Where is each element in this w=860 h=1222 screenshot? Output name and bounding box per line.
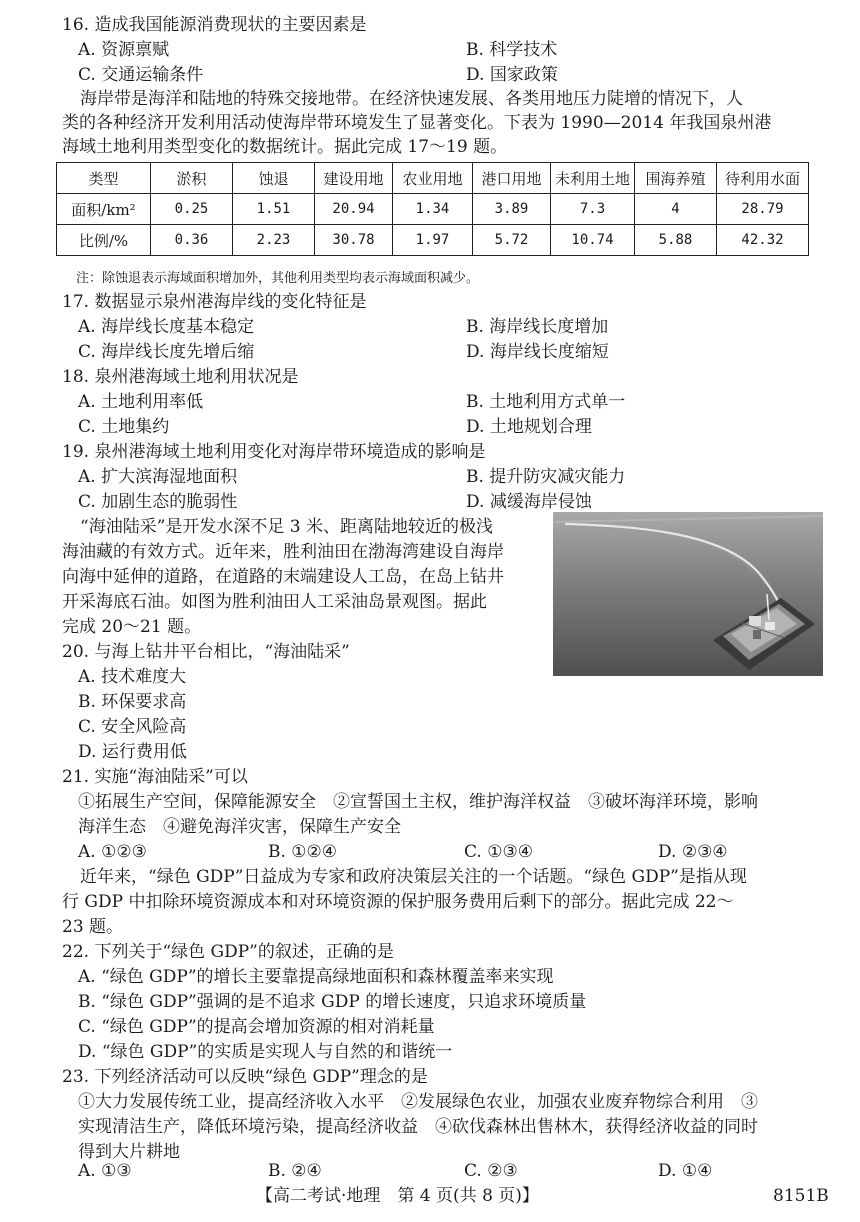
passage-22-23-line3: 23 题。 bbox=[62, 917, 124, 937]
table-cell: 0.36 bbox=[151, 225, 233, 256]
q16-option-b[interactable]: B. 科学技术 bbox=[466, 40, 558, 60]
q23-option-a[interactable]: A. ①③ bbox=[78, 1161, 132, 1181]
q23-items-line1: ①大力发展传统工业，提高经济收入水平 ②发展绿色农业，加强农业废弃物综合利用 ③ bbox=[78, 1092, 758, 1112]
table-cell: 2.23 bbox=[233, 225, 315, 256]
table-header-cell: 类型 bbox=[57, 163, 151, 194]
passage-17-19-line1: 海岸带是海洋和陆地的特殊交接地带。在经济快速发展、各类用地压力陡增的情况下，人 bbox=[80, 89, 743, 109]
table-cell: 5.88 bbox=[635, 225, 717, 256]
passage-20-21-line4: 开采海底石油。如图为胜利油田人工采油岛景观图。据此 bbox=[62, 592, 487, 612]
q22-option-a[interactable]: A. “绿色 GDP”的增长主要靠提高绿地面积和森林覆盖率来实现 bbox=[78, 967, 554, 987]
table-cell: 1.51 bbox=[233, 194, 315, 225]
q20-option-d[interactable]: D. 运行费用低 bbox=[78, 742, 187, 762]
q23-items-line2: 实现清洁生产，降低环境污染，提高经济收益 ④砍伐森林出售林木，获得经济收益的同时 bbox=[78, 1117, 758, 1137]
question-19-stem: 19. 泉州港海域土地利用变化对海岸带环境造成的影响是 bbox=[62, 442, 486, 462]
q16-option-d[interactable]: D. 国家政策 bbox=[466, 65, 558, 85]
q23-option-b[interactable]: B. ②④ bbox=[268, 1161, 322, 1181]
question-22-stem: 22. 下列关于“绿色 GDP”的叙述，正确的是 bbox=[62, 942, 394, 962]
passage-17-19-line3: 海域土地利用类型变化的数据统计。据此完成 17～19 题。 bbox=[62, 137, 508, 157]
table-header-cell: 港口用地 bbox=[473, 163, 551, 194]
q21-option-a[interactable]: A. ①②③ bbox=[78, 842, 147, 862]
table-row-label: 面积/km² bbox=[57, 194, 151, 225]
q23-items-line3: 得到大片耕地 bbox=[78, 1142, 180, 1162]
question-20-stem: 20. 与海上钻井平台相比，“海油陆采” bbox=[62, 642, 350, 662]
table-cell: 10.74 bbox=[551, 225, 635, 256]
table-header-cell: 蚀退 bbox=[233, 163, 315, 194]
q17-option-a[interactable]: A. 海岸线长度基本稳定 bbox=[78, 317, 255, 337]
table-header-cell: 建设用地 bbox=[315, 163, 393, 194]
q22-option-b[interactable]: B. “绿色 GDP”强调的是不追求 GDP 的增长速度，只追求环境质量 bbox=[78, 992, 587, 1012]
passage-22-23-line2: 行 GDP 中扣除环境资源成本和对环境资源的保护服务费用后剩下的部分。据此完成 22～ bbox=[62, 892, 734, 912]
table-header-cell: 淤积 bbox=[151, 163, 233, 194]
table-cell: 3.89 bbox=[473, 194, 551, 225]
page-footer-title: 【高二考试·地理 第 4 页(共 8 页)】 bbox=[256, 1186, 539, 1206]
question-23-stem: 23. 下列经济活动可以反映“绿色 GDP”理念的是 bbox=[62, 1067, 428, 1087]
q21-option-c[interactable]: C. ①③④ bbox=[464, 842, 533, 862]
passage-20-21-line1: “海油陆采”是开发水深不足 3 米、距离陆地较近的极浅 bbox=[80, 517, 494, 537]
q17-option-c[interactable]: C. 海岸线长度先增后缩 bbox=[78, 342, 255, 362]
q19-option-c[interactable]: C. 加剧生态的脆弱性 bbox=[78, 492, 238, 512]
passage-20-21-line5: 完成 20～21 题。 bbox=[62, 617, 202, 637]
table-cell: 1.97 bbox=[393, 225, 473, 256]
passage-22-23-line1: 近年来，“绿色 GDP”日益成为专家和政府决策层关注的一个话题。“绿色 GDP”是指从现 bbox=[80, 867, 747, 887]
passage-20-21-line3: 向海中延伸的道路，在道路的末端建设人工岛，在岛上钻井 bbox=[62, 567, 504, 587]
table-row-label: 比例/% bbox=[57, 225, 151, 256]
question-18-stem: 18. 泉州港海域土地利用状况是 bbox=[62, 367, 299, 387]
q22-option-c[interactable]: C. “绿色 GDP”的提高会增加资源的相对消耗量 bbox=[78, 1017, 435, 1037]
table-row-ratio bbox=[57, 225, 809, 256]
table-header-row bbox=[57, 163, 809, 194]
q18-option-a[interactable]: A. 土地利用率低 bbox=[78, 392, 204, 412]
table-header-cell: 未利用土地 bbox=[551, 163, 635, 194]
q17-option-b[interactable]: B. 海岸线长度增加 bbox=[466, 317, 609, 337]
question-17-stem: 17. 数据显示泉州港海岸线的变化特征是 bbox=[62, 292, 367, 312]
table-cell: 4 bbox=[635, 194, 717, 225]
artificial-oil-island-photo bbox=[553, 512, 823, 676]
q16-option-a[interactable]: A. 资源禀赋 bbox=[78, 40, 170, 60]
q18-option-b[interactable]: B. 土地利用方式单一 bbox=[466, 392, 626, 412]
table-row-area bbox=[57, 194, 809, 225]
q20-option-c[interactable]: C. 安全风险高 bbox=[78, 717, 187, 737]
table-cell: 7.3 bbox=[551, 194, 635, 225]
q23-option-c[interactable]: C. ②③ bbox=[464, 1161, 518, 1181]
table-cell: 20.94 bbox=[315, 194, 393, 225]
q19-option-a[interactable]: A. 扩大滨海湿地面积 bbox=[78, 467, 238, 487]
q17-option-d[interactable]: D. 海岸线长度缩短 bbox=[466, 342, 609, 362]
table-header-cell: 围海养殖 bbox=[635, 163, 717, 194]
q19-option-d[interactable]: D. 减缓海岸侵蚀 bbox=[466, 492, 592, 512]
question-21-stem: 21. 实施“海油陆采”可以 bbox=[62, 767, 248, 787]
question-16-stem: 16. 造成我国能源消费现状的主要因素是 bbox=[62, 15, 367, 35]
q18-option-c[interactable]: C. 土地集约 bbox=[78, 417, 170, 437]
table-note: 注：除蚀退表示海域面积增加外，其他利用类型均表示海域面积减少。 bbox=[76, 271, 480, 286]
q21-option-b[interactable]: B. ①②④ bbox=[268, 842, 338, 862]
table-header-cell: 待利用水面 bbox=[717, 163, 809, 194]
q20-option-b[interactable]: B. 环保要求高 bbox=[78, 692, 187, 712]
land-use-table bbox=[56, 162, 809, 256]
table-cell: 30.78 bbox=[315, 225, 393, 256]
q21-items-line2: 海洋生态 ④避免海洋灾害，保障生产安全 bbox=[78, 817, 401, 837]
q23-option-d[interactable]: D. ①④ bbox=[658, 1161, 713, 1181]
q19-option-b[interactable]: B. 提升防灾减灾能力 bbox=[466, 467, 626, 487]
q21-option-d[interactable]: D. ②③④ bbox=[658, 842, 728, 862]
table-cell: 5.72 bbox=[473, 225, 551, 256]
q20-option-a[interactable]: A. 技术难度大 bbox=[78, 667, 187, 687]
q21-items-line1: ①拓展生产空间，保障能源安全 ②宣誓国土主权，维护海洋权益 ③破坏海洋环境，影响 bbox=[78, 792, 758, 812]
passage-17-19-line2: 类的各种经济开发利用活动使海岸带环境发生了显著变化。下表为 1990—2014 年我国泉州港 bbox=[62, 113, 772, 133]
passage-20-21-line2: 海油藏的有效方式。近年来，胜利油田在渤海湾建设自海岸 bbox=[62, 542, 504, 562]
table-cell: 1.34 bbox=[393, 194, 473, 225]
q16-option-c[interactable]: C. 交通运输条件 bbox=[78, 65, 204, 85]
q18-option-d[interactable]: D. 土地规划合理 bbox=[466, 417, 592, 437]
q22-option-d[interactable]: D. “绿色 GDP”的实质是实现人与自然的和谐统一 bbox=[78, 1042, 453, 1062]
table-cell: 28.79 bbox=[717, 194, 809, 225]
page-footer-code: 8151B bbox=[773, 1186, 829, 1206]
table-cell: 42.32 bbox=[717, 225, 809, 256]
table-header-cell: 农业用地 bbox=[393, 163, 473, 194]
table-cell: 0.25 bbox=[151, 194, 233, 225]
